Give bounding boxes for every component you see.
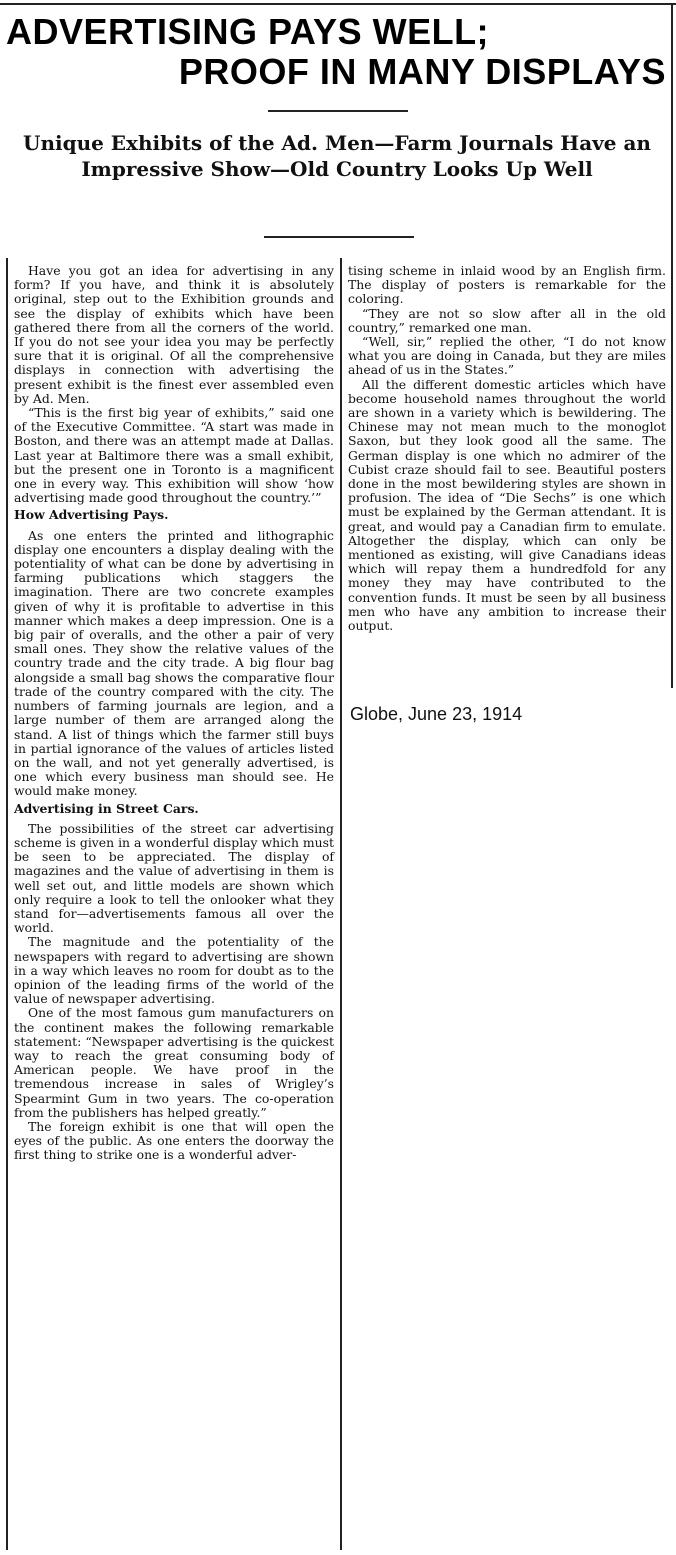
right-border-rule [671,3,673,258]
left-border-rule [6,258,8,1550]
source-credit: Globe, June 23, 1914 [350,704,523,724]
right-column [348,264,666,633]
article-paragraph: “They are not so slow after all in the old country,” remarked one man. [348,305,666,335]
article-paragraph: tising scheme in inlaid wood by an English firm. The display of posters is remarkable for the coloring. [348,263,666,307]
article-paragraph: One of the most famous gum manufacturers on the continent makes the following remarkable statement: “Newspaper advertising is the quickest way to reach the great consuming body of American people. We have proof in the tremendous increase in sales of Wrigley’s Spearmint Gum in two years. The co-operation from the publishers has helped greatly.” [14,1005,334,1120]
article-paragraph: “Well, sir,” replied the other, “I do not know what you are doing in Canada, but they are miles ahead of us in the States.” [348,334,666,378]
right-column-edge-rule [671,258,673,688]
column-divider [340,258,342,1550]
article-deck: Unique Exhibits of the Ad. Men—Farm Journals Have an Impressive Show—Old Country Looks Up Well [23,131,651,181]
article-paragraph: The possibilities of the street car advertising scheme is given in a wonderful display which must be seen to be appreciated. The display of magazines and the value of advertising in them is well set out, and little models are shown which only require a look to tell the onlooker what they stand for—advertisements famous all over the world. [14,820,334,936]
headline-separator-rule [268,110,408,112]
subhead-how-advertising-pays: How Advertising Pays. [14,507,169,523]
headline [6,12,670,92]
deck-separator-rule [264,236,414,238]
article-paragraph: The magnitude and the potentiality of the newspapers with regard to advertising are shown in a way which leaves no room for doubt as to the opinion of the leading firms of the world of the value of newspaper advertising. [14,934,334,1007]
subhead-advertising-in-street-cars: Advertising in Street Cars. [14,800,199,816]
top-rule [0,3,676,5]
article-paragraph: All the different domestic articles which have become household names throughout the world are shown in a variety which is bewildering. The Chinese may not mean much to the monoglot Saxon, but they look good all the same. The German display is one which no admirer of the Cubist craze should fail to see. Beautiful posters done in the most bewildering styles are shown in profusion. The idea of “Die Sechs” is one which must be explained by the German attendant. It is great, and would pay a Canadian firm to emulate. Altogether the display, which can only be mentioned as existing, will give Canadians ideas which will repay them a hundredfold for any money they may have contributed to the convention funds. It must be seen by all business men who have any ambition to increase their output. [348,376,666,634]
article-paragraph: “This is the first big year of exhibits,” said one of the Executive Committee. “A start was made in Boston, and there was an attempt made at Dallas. Last year at Baltimore there was a small exhibit, but the present one in Toronto is a magnificent one in every way. This exhibition will show ‘how advertising made good throughout the country.’” [14,405,334,506]
left-column [14,264,334,1163]
article-paragraph: Have you got an idea for advertising in any form? If you have, and think it is absolutely original, step out to the Exhibition grounds and see the display of exhibits which have been gathered there from all the corners of the world. If you do not see your idea you may be perfectly sure that it is original. Of all the comprehensive displays in connection with advertising the present exhibit is the finest ever assembled even by Ad. Men. [14,263,334,406]
article-paragraph: The foreign exhibit is one that will open the eyes of the public. As one enters the doorway the first thing to strike one is a wonderful adver- [14,1118,334,1163]
headline-line-1: ADVERTISING PAYS WELL; [6,11,490,52]
headline-line-2: PROOF IN MANY DISPLAYS [178,51,666,92]
article-paragraph: As one enters the printed and lithographic display one encounters a display dealing with the potentiality of what can be done by advertising in farming publications which staggers the imagination. There are two concrete examples given of why it is profitable to advertise in this manner which makes a deep impression. One is a big pair of overalls, and the other a pair of very small ones. They show the relative values of the country trade and the city trade. A big flour bag alongside a small bag shows the comparative flour trade of the country compared with the city. The numbers of farming journals are legion, and a large number of them are arranged along the stand. A list of things which the farmer still buys in partial ignorance of the values of articles listed on the wall, and not yet generally advertised, is one which every business man should see. He would make money. [14,527,334,799]
